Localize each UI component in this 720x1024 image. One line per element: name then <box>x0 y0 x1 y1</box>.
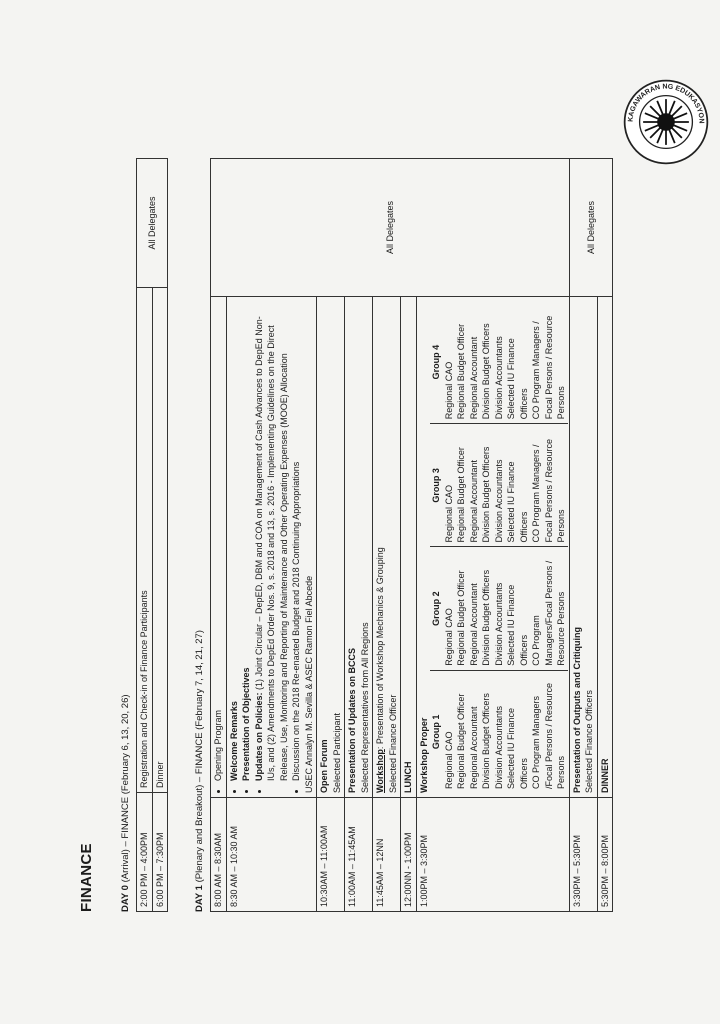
list-item: Division Accountants <box>493 582 504 666</box>
list-item: Division Budget Officers <box>481 693 491 789</box>
list-item: Division Budget Officers <box>481 323 491 420</box>
day1-label: DAY 1 (Plenary and Breakout) – FINANCE (February 7, 14, 21, 27) <box>194 630 205 912</box>
list-item: Selected IU Finance Officers <box>506 338 529 420</box>
time-cell: 2:00 PM – 4:00PM <box>137 793 153 912</box>
list-item: Division Budget Officers <box>481 446 491 543</box>
list-item: Regional CAO <box>443 731 454 789</box>
table-row <box>211 159 227 912</box>
page-heading: FINANCE <box>78 843 95 912</box>
list-item: Regional Accountant <box>468 459 479 543</box>
list-item: Selected IU Finance Officers <box>506 461 529 543</box>
time-cell: 1:00PM – 3:30PM <box>416 798 569 912</box>
time-cell: 5:30PM – 8:00PM <box>597 798 613 912</box>
activity-cell: Presentation of Updates on BCCS Selected Representatives from All Regions <box>345 297 373 798</box>
activity-cell: Workshop: Presentation of Workshop Mechanics & Grouping Selected Finance Officer <box>373 297 401 798</box>
speakers: USEC Annalyn M. Sevilla & ASEC Ramon Fiel Abcede <box>303 575 314 793</box>
time-cell: 6:00 PM – 7:30PM <box>152 793 168 912</box>
time-cell: 12:00NN - 1:00PM <box>401 798 417 912</box>
list-item: • Updates on Policies: (1) Joint Circular – DepED, DBM and COA on Management of Cash Advances to DepEd Non-IUs, and (2) Amendments to DepEd Order Nos. 9, s. 2018 and 13, s. 2016 - Implementing Guidelines on the Direct Release, Use, Monitoring and Reporting of Maintenance and Other Operating Expenses (MOOE) Allocation <box>253 301 291 781</box>
list-item: Regional Budget Officer <box>456 693 466 789</box>
list-item: Selected IU Finance Officers <box>506 707 529 789</box>
activity-cell: DINNER <box>597 297 613 798</box>
time-cell: 10:30AM – 11:00AM <box>317 798 345 912</box>
group-3: Group 3 Regional CAO Regional Budget Officer Regional Accountant Division Budget Officers Division Accountants Selected IU Finance Officers CO Program Managers / Focal Persons / Resource Persons <box>430 424 568 547</box>
list-item: Regional Accountant <box>468 583 479 666</box>
list-item: CO Program Managers/Focal Persons / Resource Persons <box>531 560 566 666</box>
list-item: Regional Accountant <box>468 706 479 789</box>
activity-cell <box>211 297 227 798</box>
day1-table <box>210 158 613 912</box>
time-cell: 11:45AM – 12NN <box>373 798 401 912</box>
list-item: Regional Budget Officer <box>456 570 466 666</box>
list-item: Regional Budget Officer <box>456 447 466 543</box>
table-row <box>137 159 153 912</box>
list-item: CO Program Managers / Focal Persons / Resource Persons <box>531 315 566 420</box>
time-cell: 8:30 AM – 10:30 AM <box>226 798 317 912</box>
time-cell: 11:00AM – 11:45AM <box>345 798 373 912</box>
list-item: Division Accountants <box>493 705 504 789</box>
list-item: Division Accountants <box>493 459 504 543</box>
activity-cell: Presentation of Outputs and Critiquing Selected Finance Officers <box>569 297 597 798</box>
deped-seal-icon <box>622 78 710 166</box>
activity-cell <box>226 297 317 798</box>
list-item: • Opening Program <box>212 301 225 781</box>
group-grid <box>430 301 568 793</box>
list-item: Regional CAO <box>443 608 454 666</box>
group-1: Group 1 Regional CAO Regional Budget Officer Regional Accountant Division Budget Officers Division Accountants Selected IU Finance Officers CO Program Managers /Focal Persons / Resource Persons <box>430 671 568 793</box>
day0-label: DAY 0 (Arrival) – FINANCE (February 6, 13, 20, 26) <box>120 694 131 912</box>
list-item: Division Accountants <box>493 336 504 420</box>
list-item: Regional CAO <box>443 361 454 420</box>
table-row <box>569 159 597 912</box>
list-item: Regional CAO <box>443 484 454 543</box>
activity-cell: Dinner <box>152 288 168 793</box>
list-item: Regional Accountant <box>468 336 479 420</box>
day0-table <box>136 158 168 912</box>
audience-cell: All Delegates <box>211 159 570 297</box>
list-item: • Discussion on the 2018 Re-enacted Budget and 2018 Continuing Appropriations <box>290 301 303 781</box>
list-item: CO Program Managers /Focal Persons / Resource Persons <box>531 682 566 789</box>
activity-cell: Open Forum Selected Participant <box>317 297 345 798</box>
list-item: • Welcome Remarks <box>228 301 241 781</box>
activity-cell: Registration and Check-in of Finance Participants <box>137 288 153 793</box>
group-2: Group 2 Regional CAO Regional Budget Officer Regional Accountant Division Budget Officers Division Accountants Selected IU Finance Officers CO Program Managers/Focal Persons / Resource Persons <box>430 548 568 671</box>
audience-cell: All Delegates <box>569 159 613 297</box>
list-item: CO Program Managers / Focal Persons / Resource Persons <box>531 438 566 543</box>
activity-cell: LUNCH <box>401 297 417 798</box>
svg-text:KAGAWARAN NG EDUKASYON: KAGAWARAN NG EDUKASYON <box>627 83 705 124</box>
group-4: Group 4 Regional CAO Regional Budget Officer Regional Accountant Division Budget Officers Division Accountants Selected IU Finance Officers CO Program Managers / Focal Persons / Resource Persons <box>430 301 568 424</box>
list-item: • Presentation of Objectives <box>240 301 253 781</box>
list-item: Selected IU Finance Officers <box>506 584 529 666</box>
list-item: Regional Budget Officer <box>456 323 466 420</box>
time-cell: 8:00 AM – 8:30AM <box>211 798 227 912</box>
activity-cell: Workshop Proper Group 1 Regional CAO Regional Budget Officer Regional Accountant Division Budget Officers Division Accountants Selected IU Finance Officers CO Program Managers /Focal Persons / Resource Persons Group 2 Regional CAO Regional Budget Officer Regional Accountant Division Budget Officers Division Accountants Selected IU Finance Officers CO Program Managers/Focal Persons / Resource Persons Group 3 Regional CAO Regional Budget Officer Regional Accountant Division Budget Officers Division Accountants Selected IU Finance Officers CO Program Managers / Focal Persons / Resource Persons Group 4 Regional CAO Regional Budget Officer Regional Accountant Division Budget Officers Division Accountants Selected IU Finance Officers CO Program Managers / Focal Persons / Resource Persons <box>416 297 569 798</box>
audience-cell: All Delegates <box>137 159 168 288</box>
list-item: Division Budget Officers <box>481 569 491 666</box>
time-cell: 3:30PM – 5:30PM <box>569 798 597 912</box>
